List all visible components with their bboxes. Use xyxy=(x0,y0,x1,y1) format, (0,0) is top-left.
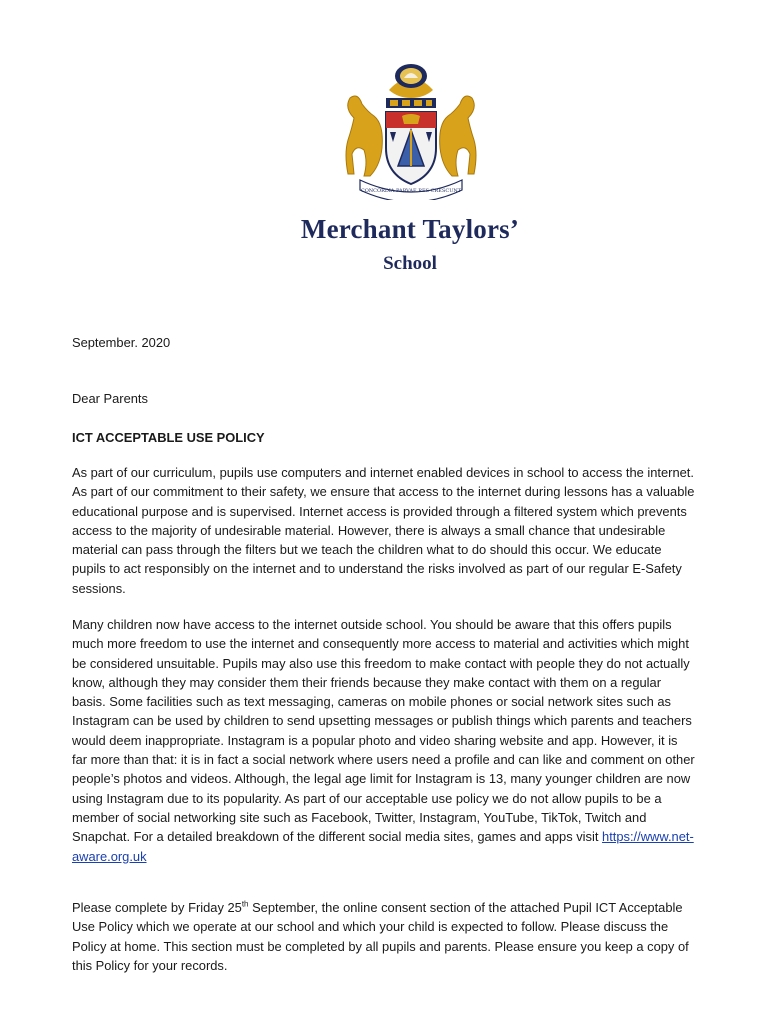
paragraph-outside-school xyxy=(72,615,696,866)
letter-heading: ICT ACCEPTABLE USE POLICY xyxy=(72,430,265,445)
ordinal-suffix: th xyxy=(241,899,249,909)
crest-icon xyxy=(334,58,488,200)
school-name-subtitle: School xyxy=(383,253,437,274)
letter-greeting: Dear Parents xyxy=(72,391,148,406)
svg-text:CONCORDIA PARVAE RES CRESCUNT: CONCORDIA PARVAE RES CRESCUNT xyxy=(360,188,462,194)
paragraph-consent xyxy=(72,898,696,975)
consent-text-part2: September, the online consent section of the attached Pupil ICT Acceptable Use Policy which we operate at our school and which your child is expected to follow. Please discuss the Policy at home. This section must be completed by all pupils and parents. Please ensure you keep a copy of this Policy for your records. xyxy=(72,900,689,973)
letter-date: September. 2020 xyxy=(72,335,171,350)
school-crest-logo xyxy=(334,58,488,200)
paragraph-curriculum: As part of our curriculum, pupils use computers and internet enabled devices in school to access the internet. As part of our commitment to their safety, we ensure that access to the internet during lessons has a valuable educational purpose and is supervised. Internet access is provided through a filtered system which prevents access to the majority of undesirable material. However, there is always a small chance that undesirable material can pass through the filters but we teach the children what to do should this occur. We educate pupils to act responsibly on the internet and to understand the risks involved as part of our regular E-Safety sessions. xyxy=(72,465,695,596)
consent-text-part1: Please complete by Friday 25 xyxy=(72,900,242,915)
paragraph-outside-school-text: Many children now have access to the internet outside school. You should be aware that this offers pupils much more freedom to use the internet and consequently more access to material and activities which might be considered unsuitable. Pupils may also use this freedom to make contact with people they do not actually know, although they may consider them their friends because they make contact with them on a regular basis. Some facilities such as text messaging, cameras on mobile phones or social network sites such as Instagram can be used by children to send upsetting messages or publish things which parents and teachers would deem inappropriate. Instagram is a popular photo and video sharing website and app. However, it is far more than that: it is in fact a social network where users need a profile and can like and comment on other people’s photos and videos. Although, the legal age limit for Instagram is 13, many younger children are now using Instagram due to its popularity. As part of our acceptable use policy we do not allow pupils to be a member of social networking site such as Facebook, Twitter, Instagram, YouTube, TikTok, Twitch and Snapchat. For a detailed breakdown of the different social media sites, games and apps visit xyxy=(72,617,695,845)
net-aware-link[interactable]: https://www.net-aware.org.uk xyxy=(72,829,694,864)
school-name-title: Merchant Taylors’ xyxy=(300,214,520,244)
